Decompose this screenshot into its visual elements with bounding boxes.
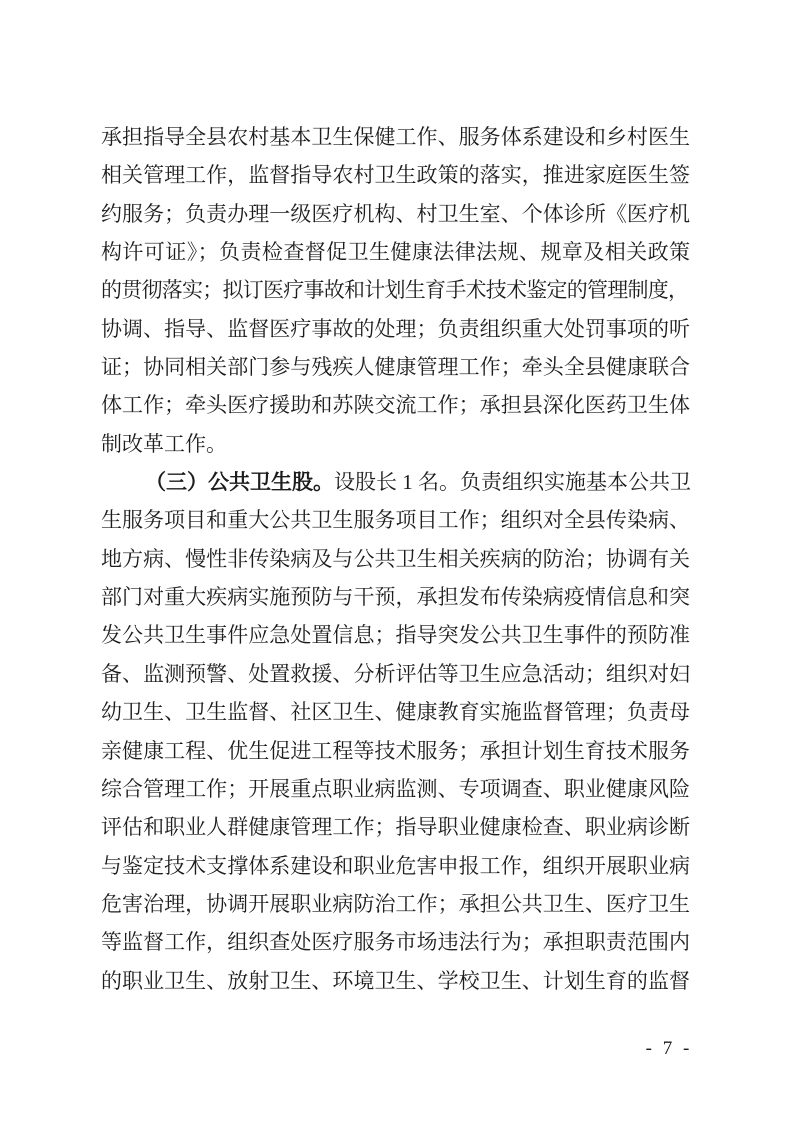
text-segment: 地方病、慢性非传染病及与公共卫生相关疾病的防治；协调有关 bbox=[101, 546, 690, 571]
text-line bbox=[101, 578, 690, 616]
document-body bbox=[101, 118, 690, 1000]
text-line bbox=[101, 501, 690, 539]
text-segment: 危害治理，协调开展职业病防治工作；承担公共卫生、医疗卫生 bbox=[101, 891, 690, 916]
text-segment: 发公共卫生事件应急处置信息；指导突发公共卫生事件的预防准 bbox=[101, 623, 690, 648]
text-segment: 协调、指导、监督医疗事故的处理；负责组织重大处罚事项的听 bbox=[101, 316, 690, 341]
text-segment: 相关管理工作，监督指导农村卫生政策的落实，推进家庭医生签 bbox=[101, 163, 690, 188]
text-segment: 与鉴定技术支撑体系建设和职业危害申报工作，组织开展职业病 bbox=[101, 853, 690, 878]
text-line bbox=[101, 655, 690, 693]
text-line bbox=[101, 885, 690, 923]
text-line bbox=[101, 156, 690, 194]
text-segment: 设股长 1 名。负责组织实施基本公共卫 bbox=[334, 470, 691, 495]
text-line bbox=[101, 195, 690, 233]
text-segment: 制改革工作。 bbox=[101, 431, 227, 456]
text-segment: 部门对重大疾病实施预防与干预，承担发布传染病疫情信息和突 bbox=[101, 585, 690, 610]
text-segment: 体工作；牵头医疗援助和苏陕交流工作；承担县深化医药卫生体 bbox=[101, 393, 690, 418]
text-segment: 生服务项目和重大公共卫生服务项目工作；组织对全县传染病、 bbox=[101, 508, 690, 533]
text-line bbox=[101, 463, 690, 501]
text-line bbox=[101, 732, 690, 770]
text-line bbox=[101, 770, 690, 808]
text-segment: 幼卫生、卫生监督、社区卫生、健康教育实施监督管理；负责母 bbox=[101, 700, 690, 725]
text-line bbox=[101, 923, 690, 961]
text-segment: 证；协同相关部门参与残疾人健康管理工作；牵头全县健康联合 bbox=[101, 355, 690, 380]
text-line bbox=[101, 271, 690, 309]
text-line bbox=[101, 233, 690, 271]
text-segment: 评估和职业人群健康管理工作；指导职业健康检查、职业病诊断 bbox=[101, 815, 690, 840]
text-line bbox=[101, 386, 690, 424]
text-segment: （三）公共卫生股。 bbox=[145, 470, 334, 495]
text-segment: 约服务；负责办理一级医疗机构、村卫生室、个体诊所《医疗机 bbox=[101, 201, 690, 226]
text-line bbox=[101, 118, 690, 156]
text-line bbox=[101, 693, 690, 731]
text-segment: 亲健康工程、优生促进工程等技术服务；承担计划生育技术服务 bbox=[101, 738, 690, 763]
text-line bbox=[101, 847, 690, 885]
text-segment: 的职业卫生、放射卫生、环境卫生、学校卫生、计划生育的监督 bbox=[101, 968, 690, 993]
text-segment: 备、监测预警、处置救援、分析评估等卫生应急活动；组织对妇 bbox=[101, 661, 690, 686]
text-segment: 承担指导全县农村基本卫生保健工作、服务体系建设和乡村医生 bbox=[101, 125, 690, 149]
text-line bbox=[101, 808, 690, 846]
page-number: - 7 - bbox=[645, 1038, 693, 1059]
text-line bbox=[101, 348, 690, 386]
text-line bbox=[101, 616, 690, 654]
text-line bbox=[101, 310, 690, 348]
text-segment: 综合管理工作；开展重点职业病监测、专项调查、职业健康风险 bbox=[101, 776, 690, 801]
text-segment: 的贯彻落实；拟订医疗事故和计划生育手术技术鉴定的管理制度， bbox=[101, 278, 689, 303]
text-segment: 构许可证》；负责检查督促卫生健康法律法规、规章及相关政策 bbox=[101, 240, 690, 265]
text-line bbox=[101, 425, 690, 463]
text-segment: 等监督工作，组织查处医疗服务市场违法行为；承担职责范围内 bbox=[101, 930, 690, 955]
text-line bbox=[101, 962, 690, 1000]
text-line bbox=[101, 540, 690, 578]
